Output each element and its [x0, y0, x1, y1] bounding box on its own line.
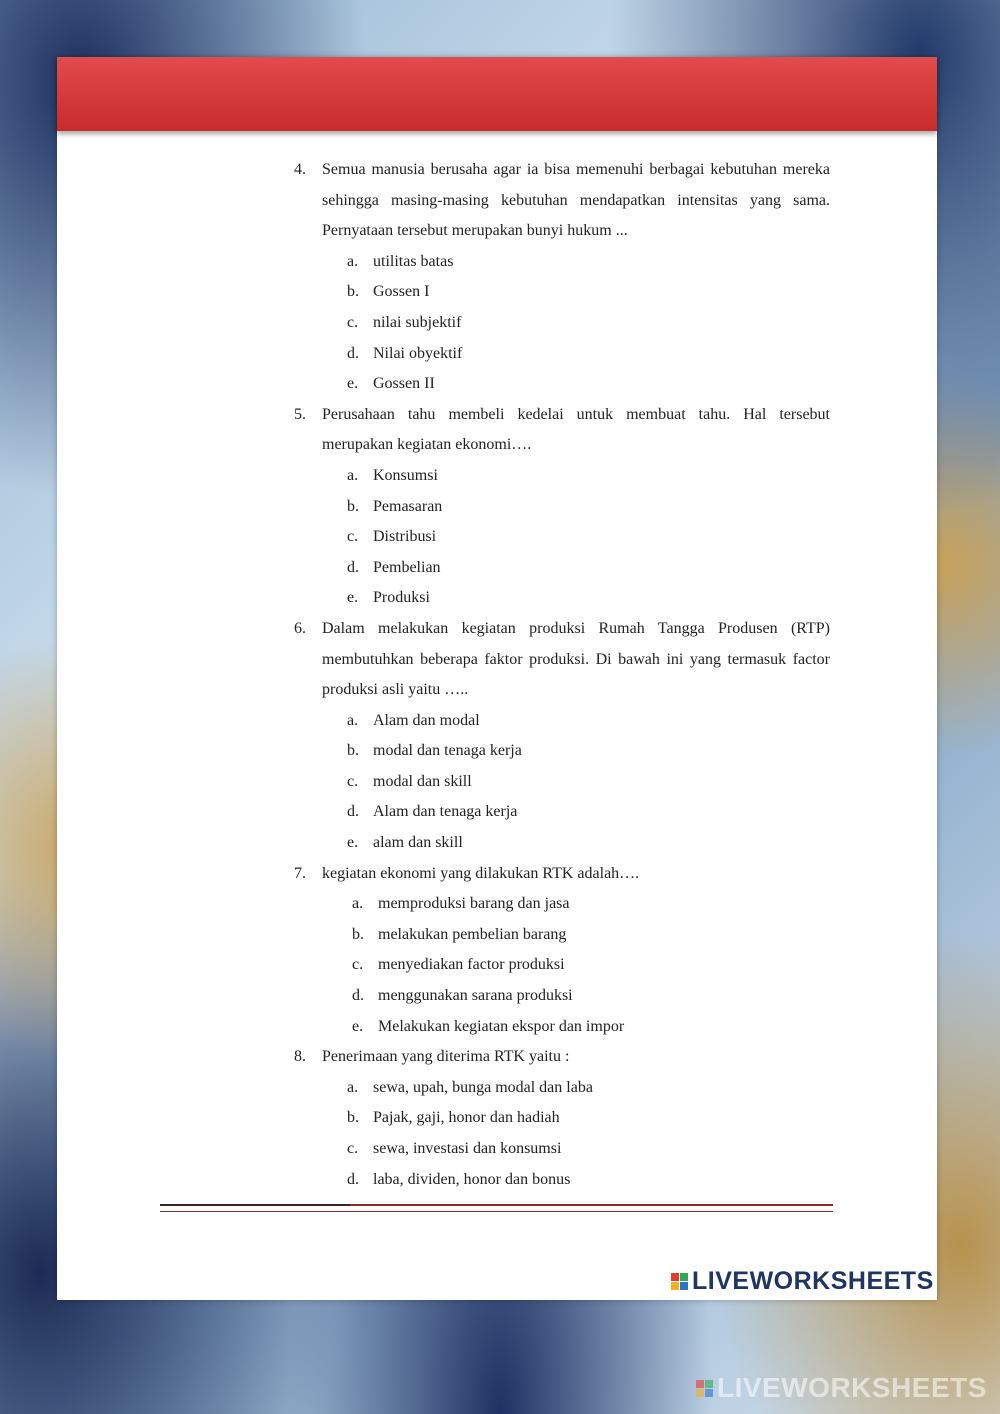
option-item[interactable]	[294, 461, 830, 492]
footer-divider-accent	[160, 1204, 350, 1206]
option-text: Alam dan modal	[373, 711, 480, 729]
logo-cell-v	[671, 1282, 679, 1290]
liveworksheets-watermark	[696, 1372, 987, 1404]
option-text: menyediakan factor produksi	[378, 956, 565, 974]
option-text: Nilai obyektif	[373, 344, 463, 362]
watermark-logo-cell	[696, 1389, 704, 1397]
option-letter: a.	[347, 466, 359, 484]
question-text: kegiatan ekonomi yang dilakukan RTK adalah….	[322, 864, 640, 882]
option-text: Distribusi	[373, 528, 437, 546]
option-item[interactable]	[294, 889, 830, 920]
option-text: nilai subjektif	[373, 313, 462, 331]
option-item[interactable]	[294, 492, 830, 523]
option-item[interactable]	[294, 767, 830, 798]
option-text: memproduksi barang dan jasa	[378, 895, 570, 913]
option-item[interactable]	[294, 920, 830, 951]
option-item[interactable]	[294, 277, 830, 308]
question-text: Dalam melakukan kegiatan produksi Rumah Tangga Produsen (RTP) membutuhkan beberapa faktor produksi. Di bawah ini yang termasuk factor produksi asli yaitu …..	[322, 619, 830, 699]
logo-cell-l	[671, 1273, 679, 1281]
option-item[interactable]	[294, 706, 830, 737]
option-item[interactable]	[294, 1012, 830, 1043]
option-item[interactable]	[294, 339, 830, 370]
option-item[interactable]	[294, 247, 830, 278]
option-letter: e.	[347, 589, 359, 607]
question-text: Penerimaan yang diterima RTK yaitu :	[322, 1048, 570, 1066]
logo-cell-i	[680, 1273, 688, 1281]
option-text: Gossen I	[373, 283, 430, 301]
header-bar	[57, 57, 937, 131]
option-letter: b.	[347, 1109, 359, 1127]
option-letter: d.	[347, 1170, 359, 1188]
option-text: sewa, upah, bunga modal dan laba	[373, 1078, 593, 1096]
watermark-logo-cell	[696, 1380, 704, 1388]
option-letter: a.	[347, 1078, 359, 1096]
question-6	[294, 614, 830, 859]
question-number: 5.	[294, 405, 306, 423]
watermark-logo-cell	[705, 1389, 713, 1397]
option-item[interactable]	[294, 950, 830, 981]
option-item[interactable]	[294, 553, 830, 584]
logo-icon	[671, 1273, 688, 1290]
question-4	[294, 155, 830, 400]
option-letter: c.	[347, 313, 359, 331]
option-item[interactable]	[294, 522, 830, 553]
option-text: Pembelian	[373, 558, 441, 576]
logo-cell-e	[680, 1282, 688, 1290]
question-number: 4.	[294, 161, 306, 178]
option-letter: a.	[352, 895, 364, 913]
option-text: Alam dan tenaga kerja	[373, 803, 518, 821]
question-text: Perusahaan tahu membeli kedelai untuk membuat tahu. Hal tersebut merupakan kegiatan ekonomi….	[322, 405, 830, 454]
option-letter: b.	[352, 925, 364, 943]
worksheet-page	[57, 57, 937, 1300]
option-item[interactable]	[294, 828, 830, 859]
option-text: alam dan skill	[373, 834, 463, 852]
question-text: Semua manusia berusaha agar ia bisa memenuhi berbagai kebutuhan mereka sehingga masing-masing kebutuhan mendapatkan intensitas yang sama. Pernyataan tersebut merupakan bunyi hukum ...	[322, 161, 830, 240]
option-text: Gossen II	[373, 375, 435, 393]
option-item[interactable]	[294, 1103, 830, 1134]
option-letter: e.	[347, 375, 359, 393]
option-item[interactable]	[294, 1073, 830, 1104]
question-number: 7.	[294, 864, 306, 882]
option-letter: d.	[347, 344, 359, 362]
option-letter: e.	[347, 834, 359, 852]
option-item[interactable]	[294, 1134, 830, 1165]
option-letter: b.	[347, 497, 359, 515]
option-item[interactable]	[294, 583, 830, 614]
option-text: melakukan pembelian barang	[378, 925, 567, 943]
option-text: Melakukan kegiatan ekspor dan impor	[378, 1017, 625, 1035]
option-letter: b.	[347, 742, 359, 760]
option-letter: c.	[347, 1140, 359, 1157]
question-number: 6.	[294, 619, 306, 637]
option-text: modal dan skill	[373, 772, 472, 790]
liveworksheets-logo[interactable]	[671, 1267, 934, 1296]
option-item[interactable]	[294, 797, 830, 828]
option-letter: e.	[352, 1017, 364, 1035]
option-item[interactable]	[294, 369, 830, 400]
option-text: modal dan tenaga kerja	[373, 742, 522, 760]
option-text: utilitas batas	[373, 252, 454, 270]
option-text: sewa, investasi dan konsumsi	[373, 1140, 562, 1157]
option-item[interactable]	[294, 736, 830, 767]
option-text: laba, dividen, honor dan bonus	[373, 1170, 571, 1188]
option-letter: c.	[347, 528, 359, 546]
option-letter: c.	[347, 772, 359, 790]
question-number: 8.	[294, 1048, 306, 1066]
brand-name: LIVEWORKSHEETS	[692, 1267, 934, 1295]
watermark-logo-icon	[696, 1380, 713, 1397]
question-list	[294, 155, 830, 1195]
option-letter: d.	[352, 987, 364, 1005]
question-5	[294, 400, 830, 614]
option-item[interactable]	[294, 1165, 830, 1196]
option-letter: a.	[347, 711, 359, 729]
question-7	[294, 859, 830, 1043]
question-8	[294, 1042, 830, 1195]
option-text: Produksi	[373, 589, 430, 607]
option-letter: b.	[347, 283, 359, 301]
option-letter: d.	[347, 803, 359, 821]
watermark-name: LIVEWORKSHEETS	[717, 1372, 987, 1403]
option-text: menggunakan sarana produksi	[378, 987, 573, 1005]
option-text: Pajak, gaji, honor dan hadiah	[373, 1109, 560, 1127]
option-letter: c.	[352, 956, 364, 974]
option-letter: d.	[347, 558, 359, 576]
option-item[interactable]	[294, 981, 830, 1012]
option-text: Konsumsi	[373, 466, 438, 484]
option-item[interactable]	[294, 308, 830, 339]
option-letter: a.	[347, 252, 359, 270]
option-text: Pemasaran	[373, 497, 443, 515]
watermark-logo-cell	[705, 1380, 713, 1388]
